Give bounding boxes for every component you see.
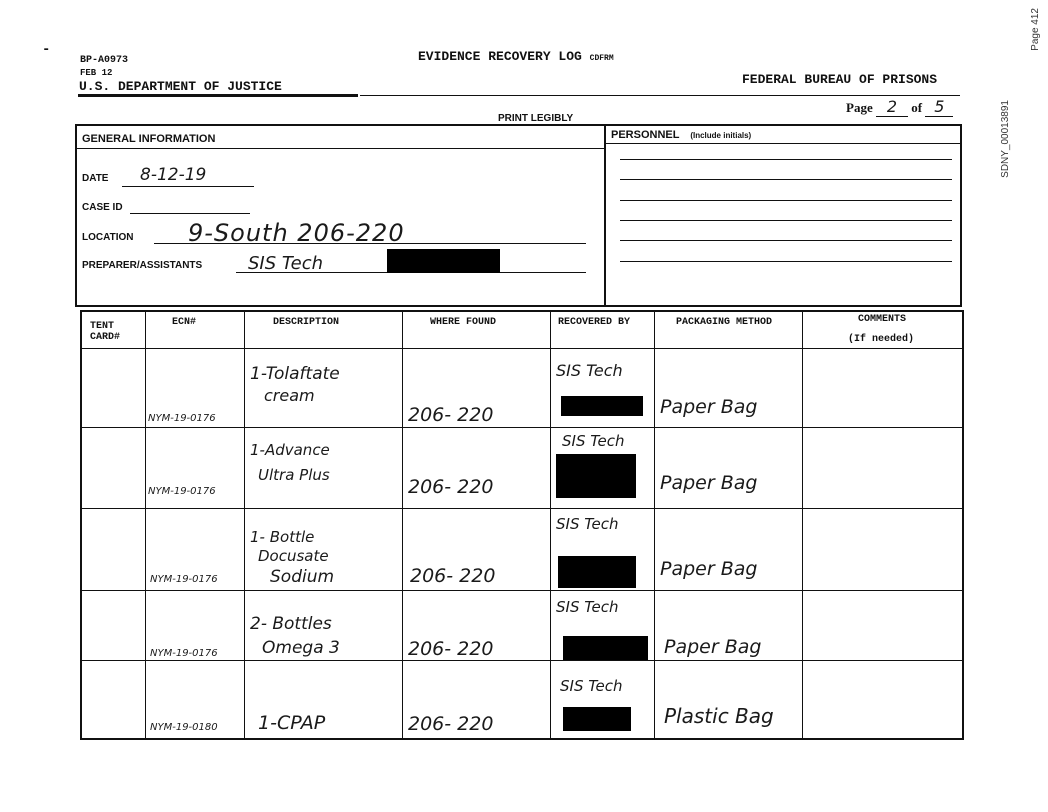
personnel-heading-text: PERSONNEL (611, 129, 680, 141)
date-label: DATE (82, 173, 109, 184)
col-header-description: DESCRIPTION (273, 317, 340, 328)
page-total: 5 (925, 97, 953, 117)
row-packaging[interactable]: Plastic Bag (664, 704, 774, 728)
col-divider (550, 310, 551, 740)
redaction-box (563, 636, 648, 660)
row-recovered-by[interactable]: SIS Tech (556, 361, 623, 380)
row-where-found[interactable]: 206- 220 (408, 713, 494, 735)
personnel-line (620, 179, 952, 180)
of-label: of (911, 100, 923, 115)
row-description[interactable]: 1-CPAP (258, 712, 326, 734)
row-recovered-by[interactable]: SIS Tech (560, 677, 623, 695)
col-header-where-found: WHERE FOUND (430, 317, 497, 328)
personnel-line (620, 240, 952, 241)
col-header-recovered-by: RECOVERED BY (558, 317, 631, 328)
row-divider (80, 427, 964, 428)
col-divider (802, 310, 803, 740)
row-packaging[interactable]: Paper Bag (660, 396, 758, 418)
row-divider (80, 348, 964, 349)
row-packaging[interactable]: Paper Bag (660, 558, 758, 580)
personnel-line (620, 200, 952, 201)
bureau-name: FEDERAL BUREAU OF PRISONS (742, 72, 938, 87)
preparer-label: PREPARER/ASSISTANTS (82, 260, 203, 271)
redaction-box (387, 249, 500, 273)
form-title-suffix: CDFRM (589, 54, 614, 63)
col-header-comments-sub: (If needed) (848, 334, 915, 345)
row-divider (80, 660, 964, 661)
row-where-found[interactable]: 206- 220 (408, 404, 494, 426)
personnel-line (620, 159, 952, 160)
location-label: LOCATION (82, 232, 134, 243)
evidence-table (80, 310, 964, 740)
redaction-box (561, 396, 643, 416)
row-description[interactable]: 2- Bottles (250, 614, 332, 634)
page-indicator (846, 97, 953, 117)
general-heading: GENERAL INFORMATION (82, 133, 216, 145)
general-heading-rule (76, 148, 604, 149)
row-where-found[interactable]: 206- 220 (408, 476, 494, 498)
form-title-text: EVIDENCE RECOVERY LOG (418, 49, 582, 64)
row-description[interactable]: Sodium (270, 567, 335, 587)
row-description[interactable]: Docusate (258, 547, 329, 565)
general-info-divider (604, 124, 606, 307)
row-ecn[interactable]: NYM-19-0176 (150, 574, 218, 585)
col-divider (145, 310, 146, 740)
redaction-box (558, 556, 636, 588)
bates-number: SDNY_00013891 (1000, 100, 1011, 178)
col-header-tent-card: TENT CARD# (90, 321, 121, 343)
header-rule-right (360, 95, 960, 96)
row-description[interactable]: Ultra Plus (258, 466, 330, 484)
row-description[interactable]: cream (264, 386, 315, 405)
row-description[interactable]: 1-Advance (250, 441, 330, 459)
personnel-line (620, 220, 952, 221)
row-recovered-by[interactable]: SIS Tech (556, 598, 619, 616)
date-line (122, 186, 254, 187)
personnel-note: (Include initials) (690, 131, 752, 140)
preparer-value[interactable]: SIS Tech (248, 253, 324, 274)
date-value[interactable]: 8-12-19 (140, 165, 207, 185)
agency-name: U.S. DEPARTMENT OF JUSTICE (79, 79, 282, 94)
page-stamp: Page 412 (1030, 8, 1041, 51)
row-packaging[interactable]: Paper Bag (660, 472, 758, 494)
header-rule-left (78, 94, 358, 97)
row-where-found[interactable]: 206- 220 (410, 565, 496, 587)
row-description[interactable]: 1-Tolaftate (250, 364, 340, 384)
col-divider (654, 310, 655, 740)
case-id-label: CASE ID (82, 202, 123, 213)
form-date: FEB 12 (80, 68, 113, 78)
page-label: Page (846, 100, 873, 115)
location-value[interactable]: 9-South 206-220 (188, 219, 405, 247)
col-header-packaging: PACKAGING METHOD (676, 317, 773, 328)
row-ecn[interactable]: NYM-19-0176 (148, 413, 216, 424)
page-number: 2 (876, 97, 908, 117)
form-title (418, 49, 614, 64)
col-header-comments: COMMENTS (858, 314, 907, 325)
row-where-found[interactable]: 206- 220 (408, 638, 494, 660)
row-ecn[interactable]: NYM-19-0180 (150, 722, 218, 733)
row-divider (80, 590, 964, 591)
redaction-box (563, 707, 631, 731)
page-dash: - (42, 42, 51, 58)
row-description[interactable]: Omega 3 (262, 638, 340, 658)
personnel-heading-rule (606, 143, 960, 144)
personnel-line (620, 261, 952, 262)
row-recovered-by[interactable]: SIS Tech (556, 515, 619, 533)
row-ecn[interactable]: NYM-19-0176 (148, 486, 216, 497)
row-packaging[interactable]: Paper Bag (664, 636, 762, 658)
personnel-heading (611, 129, 751, 141)
col-divider (244, 310, 245, 740)
general-info-box (75, 124, 962, 307)
col-header-ecn: ECN# (172, 317, 197, 328)
row-ecn[interactable]: NYM-19-0176 (150, 648, 218, 659)
print-legibly: PRINT LEGIBLY (498, 113, 574, 124)
form-code: BP-A0973 (80, 55, 129, 66)
case-id-line (130, 213, 250, 214)
row-divider (80, 508, 964, 509)
row-description[interactable]: 1- Bottle (250, 528, 315, 546)
col-divider (402, 310, 403, 740)
redaction-box (556, 454, 636, 498)
row-recovered-by[interactable]: SIS Tech (562, 432, 625, 450)
